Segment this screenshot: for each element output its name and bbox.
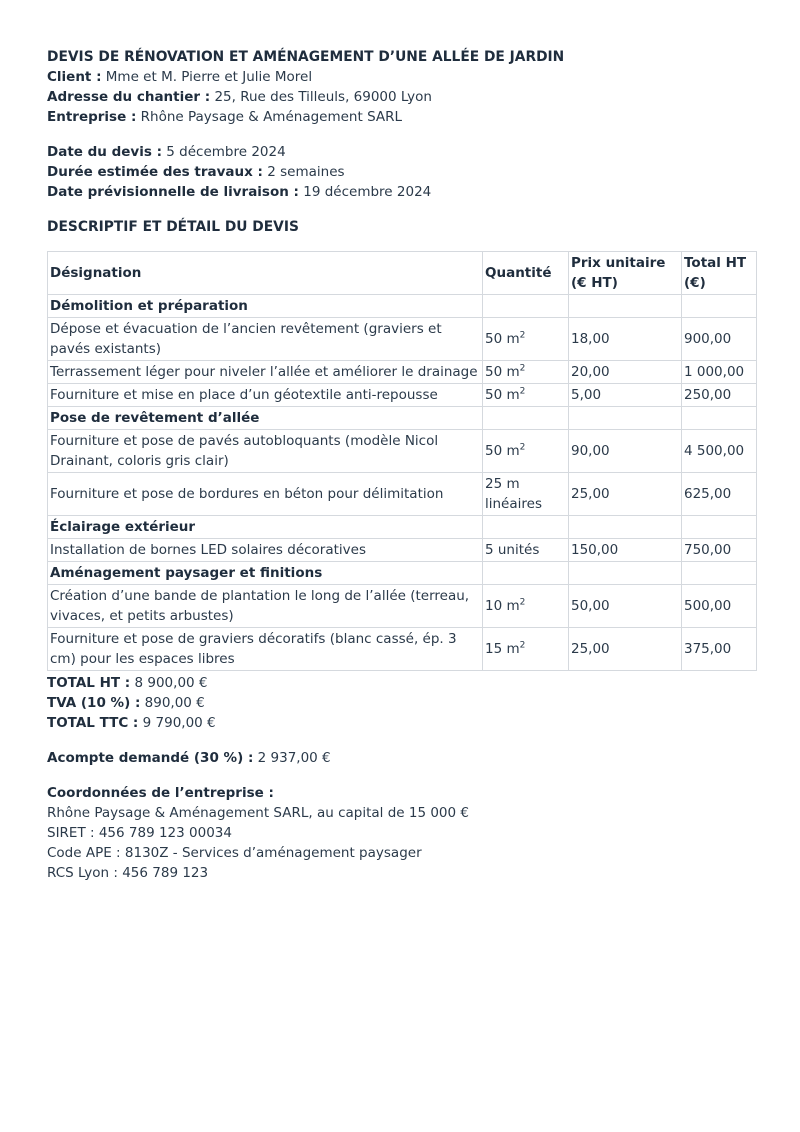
row-quantity: 15 $m^2$	[483, 628, 569, 671]
client-label: Client :	[47, 69, 102, 85]
duration-value: 2 semaines	[267, 164, 345, 180]
category-row	[48, 562, 757, 585]
header-unit-price: Prix unitaire (€ HT)	[569, 252, 682, 295]
document-title: DEVIS DE RÉNOVATION ET AMÉNAGEMENT D’UNE ALLÉE DE JARDIN	[47, 49, 565, 65]
total-ht-line	[47, 673, 757, 693]
quote-document	[47, 47, 757, 883]
company-line-4: RCS Lyon : 456 789 123	[47, 865, 209, 881]
total-ht-value: 8 900,00 €	[134, 675, 208, 691]
row-quantity: 50 $m^2$	[483, 430, 569, 473]
table-row	[48, 473, 757, 516]
company-value: Rhône Paysage & Aménagement SARL	[140, 109, 403, 125]
row-designation: Fourniture et pose de pavés autobloquants (modèle Nicol Drainant, coloris gris clair)	[48, 430, 483, 473]
row-quantity: 50 $m^2$	[483, 361, 569, 384]
row-quantity: 5 unités	[483, 539, 569, 562]
row-unit-price: 18,00	[569, 318, 682, 361]
company-details-title: Coordonnées de l’entreprise :	[47, 785, 274, 801]
row-unit-price: 50,00	[569, 585, 682, 628]
category-label: Éclairage extérieur	[48, 516, 483, 539]
row-total: 900,00	[682, 318, 757, 361]
category-label: Démolition et préparation	[48, 295, 483, 318]
row-total: 625,00	[682, 473, 757, 516]
table-row	[48, 361, 757, 384]
tva-label: TVA (10 %) :	[47, 695, 141, 711]
company-label: Entreprise :	[47, 109, 137, 125]
row-designation: Terrassement léger pour niveler l’allée et améliorer le drainage	[48, 361, 483, 384]
row-unit-price: 25,00	[569, 473, 682, 516]
row-unit-price: 150,00	[569, 539, 682, 562]
client-value: Mme et M. Pierre et Julie Morel	[105, 69, 313, 85]
deposit-line	[47, 748, 757, 768]
table-header-row	[48, 252, 757, 295]
row-total: 375,00	[682, 628, 757, 671]
category-label: Aménagement paysager et finitions	[48, 562, 483, 585]
total-ttc-label: TOTAL TTC :	[47, 715, 139, 731]
quote-date-value: 5 décembre 2024	[166, 144, 286, 160]
tva-value: 890,00 €	[144, 695, 205, 711]
header-total: Total HT (€)	[682, 252, 757, 295]
quote-date-label: Date du devis :	[47, 144, 162, 160]
table-row	[48, 430, 757, 473]
category-row	[48, 295, 757, 318]
row-designation: Fourniture et pose de bordures en béton pour délimitation	[48, 473, 483, 516]
tva-line	[47, 693, 757, 713]
row-unit-price: 90,00	[569, 430, 682, 473]
client-line	[47, 67, 757, 87]
table-row	[48, 318, 757, 361]
total-ttc-value: 9 790,00 €	[142, 715, 216, 731]
row-total: 750,00	[682, 539, 757, 562]
duration-label: Durée estimée des travaux :	[47, 164, 263, 180]
totals-block	[47, 673, 757, 768]
company-details	[47, 783, 757, 883]
delivery-value: 19 décembre 2024	[303, 184, 432, 200]
row-designation: Installation de bornes LED solaires décoratives	[48, 539, 483, 562]
row-total: 4 500,00	[682, 430, 757, 473]
quote-table	[47, 251, 757, 671]
category-row	[48, 407, 757, 430]
row-designation: Fourniture et mise en place d’un géotextile anti-repousse	[48, 384, 483, 407]
row-quantity: 50 $m^2$	[483, 384, 569, 407]
category-label: Pose de revêtement d’allée	[48, 407, 483, 430]
table-row	[48, 384, 757, 407]
delivery-line	[47, 182, 757, 202]
category-row	[48, 516, 757, 539]
row-total: 1 000,00	[682, 361, 757, 384]
delivery-label: Date prévisionnelle de livraison :	[47, 184, 299, 200]
row-designation: Fourniture et pose de graviers décoratifs (blanc cassé, ép. 3 cm) pour les espaces libres	[48, 628, 483, 671]
row-quantity: 25 m linéaires	[483, 473, 569, 516]
deposit-label: Acompte demandé (30 %) :	[47, 750, 254, 766]
quote-date-line	[47, 142, 757, 162]
deposit-value: 2 937,00 €	[257, 750, 331, 766]
row-unit-price: 5,00	[569, 384, 682, 407]
header-quantity: Quantité	[483, 252, 569, 295]
section-title: DESCRIPTIF ET DÉTAIL DU DEVIS	[47, 219, 299, 235]
header-designation: Désignation	[48, 252, 483, 295]
address-line	[47, 87, 757, 107]
address-value: 25, Rue des Tilleuls, 69000 Lyon	[214, 89, 432, 105]
total-ttc-line	[47, 713, 757, 733]
company-line-3: Code APE : 8130Z - Services d’aménagement paysager	[47, 845, 422, 861]
company-line-2: SIRET : 456 789 123 00034	[47, 825, 232, 841]
address-label: Adresse du chantier :	[47, 89, 211, 105]
duration-line	[47, 162, 757, 182]
total-ht-label: TOTAL HT :	[47, 675, 131, 691]
row-designation: Création d’une bande de plantation le long de l’allée (terreau, vivaces, et petits arbustes)	[48, 585, 483, 628]
row-total: 250,00	[682, 384, 757, 407]
row-quantity: 10 $m^2$	[483, 585, 569, 628]
row-designation: Dépose et évacuation de l’ancien revêtement (graviers et pavés existants)	[48, 318, 483, 361]
table-row	[48, 539, 757, 562]
row-unit-price: 20,00	[569, 361, 682, 384]
company-line	[47, 107, 757, 127]
row-unit-price: 25,00	[569, 628, 682, 671]
row-total: 500,00	[682, 585, 757, 628]
table-row	[48, 628, 757, 671]
table-row	[48, 585, 757, 628]
company-line-1: Rhône Paysage & Aménagement SARL, au capital de 15 000 €	[47, 805, 469, 821]
row-quantity: 50 $m^2$	[483, 318, 569, 361]
